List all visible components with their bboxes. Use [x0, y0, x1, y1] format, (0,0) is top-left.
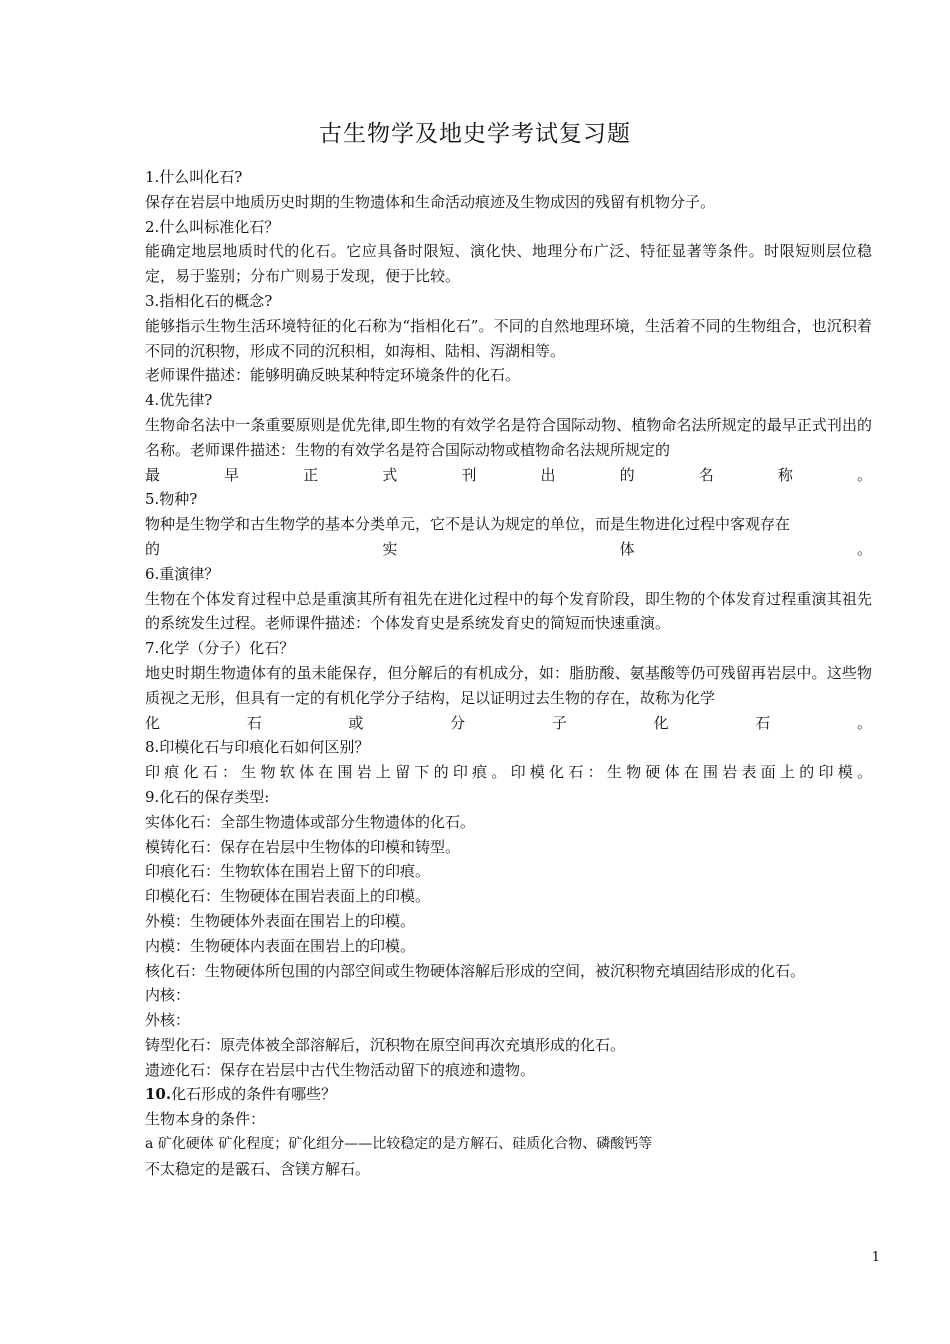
question-1-answer: 保存在岩层中地质历史时期的生物遗体和生命活动痕迹及生物成因的残留有机物分子。: [145, 192, 716, 211]
question-5-answer-tail: 的实体。: [145, 539, 872, 558]
question-10-text: 化石形成的条件有哪些？: [171, 1085, 337, 1104]
question-4-answer-tail: 最早正式刊出的名称。: [145, 465, 872, 484]
question-10-number: 10.: [145, 1085, 172, 1104]
preservation-type: 遗迹化石：保存在岩层中古代生物活动留下的痕迹和遗物。: [145, 1060, 536, 1079]
preservation-type: 印模化石：生物硬体在围岩表面上的印模。: [145, 887, 431, 906]
question-2-title: 2.什么叫标准化石？: [145, 217, 280, 236]
question-5-title: 5.物种?: [145, 490, 198, 509]
question-2-answer: 能确定地层地质时代的化石。它应具备时限短、演化快、地理分布广泛、特征显著等条件。时限短则层位稳定，易于鉴别；分布广则易于发现，便于比较。: [145, 242, 872, 286]
question-9-title: 9.化石的保存类型:: [145, 787, 270, 806]
preservation-type: 外核：: [145, 1011, 191, 1030]
question-3-answer: 能够指示生物生活环境特征的化石称为“指相化石”。不同的自然地理环境，生活着不同的生物组合，也沉积着不同的沉积物，形成不同的沉积相，如海相、陆相、泻湖相等。: [145, 316, 872, 360]
question-4-answer: 生物命名法中一条重要原则是优先律,即生物的有效学名是符合国际动物、植物命名法所规定的最早正式刊出的名称。老师课件描述：生物的有效学名是符合国际动物或植物命名法规所规定的: [145, 415, 872, 459]
preservation-type: 实体化石：全部生物遗体或部分生物遗体的化石。: [145, 812, 476, 831]
question-10-subheading: 生物本身的条件：: [145, 1110, 266, 1129]
question-10-item-b: 不太稳定的是霰石、含镁方解石。: [145, 1159, 371, 1178]
preservation-type: 外模：生物硬体外表面在围岩上的印模。: [145, 911, 416, 930]
question-6-title: 6.重演律？: [145, 564, 220, 583]
question-5-answer: 物种是生物学和古生物学的基本分类单元，它不是认为规定的单位，而是生物进化过程中客观存在: [145, 515, 791, 534]
document-title: 古生物学及地史学考试复习题: [319, 121, 631, 147]
preservation-type: 内模：生物硬体内表面在围岩上的印模。: [145, 936, 416, 955]
question-7-answer: 地史时期生物遗体有的虽未能保存，但分解后的有机成分，如：脂肪酸、氨基酸等仍可残留再岩层中。这些物质视之无形，但具有一定的有机化学分子结构，足以证明过去生物的存在，故称为化学: [145, 663, 872, 707]
question-6-answer: 生物在个体发育过程中总是重演其所有祖先在进化过程中的每个发育阶段，即生物的个体发育过程重演其祖先的系统发生过程。老师课件描述：个体发育史是系统发育史的简短而快速重演。: [145, 589, 872, 633]
question-1-title: 1.什么叫化石?: [145, 168, 243, 186]
question-4-title: 4.优先律?: [145, 391, 213, 410]
question-7-title: 7.化学（分子）化石？: [145, 639, 295, 658]
question-7-answer-tail: 化石或分子化石。: [145, 713, 872, 732]
question-3-title: 3.指相化石的概念?: [145, 291, 273, 310]
question-10-title: [145, 1082, 872, 1107]
page-number: 1: [871, 1250, 880, 1265]
preservation-type: 印痕化石：生物软体在围岩上留下的印痕。: [145, 862, 431, 881]
question-3-note: 老师课件描述：能够明确反映某种特定环境条件的化石。: [145, 366, 521, 385]
question-8-answer: 印痕化石：生物软体在围岩上留下的印痕。印模化石：生物硬体在围岩表面上的印模。: [145, 763, 872, 782]
preservation-type: 模铸化石：保存在岩层中生物体的印模和铸型。: [145, 837, 461, 856]
question-10-item-a: a 矿化硬体 矿化程度；矿化组分——比较稳定的是方解石、硅质化合物、磷酸钙等: [145, 1136, 653, 1153]
question-8-title: 8.印模化石与印痕化石如何区别？: [145, 738, 370, 757]
preservation-type: 核化石：生物硬体所包围的内部空间或生物硬体溶解后形成的空间，被沉积物充填固结形成的化石。: [145, 961, 806, 980]
preservation-type: 铸型化石：原壳体被全部溶解后，沉积物在原空间再次充填形成的化石。: [145, 1035, 626, 1054]
document-body: [145, 165, 872, 1182]
preservation-type: 内核：: [145, 986, 191, 1005]
